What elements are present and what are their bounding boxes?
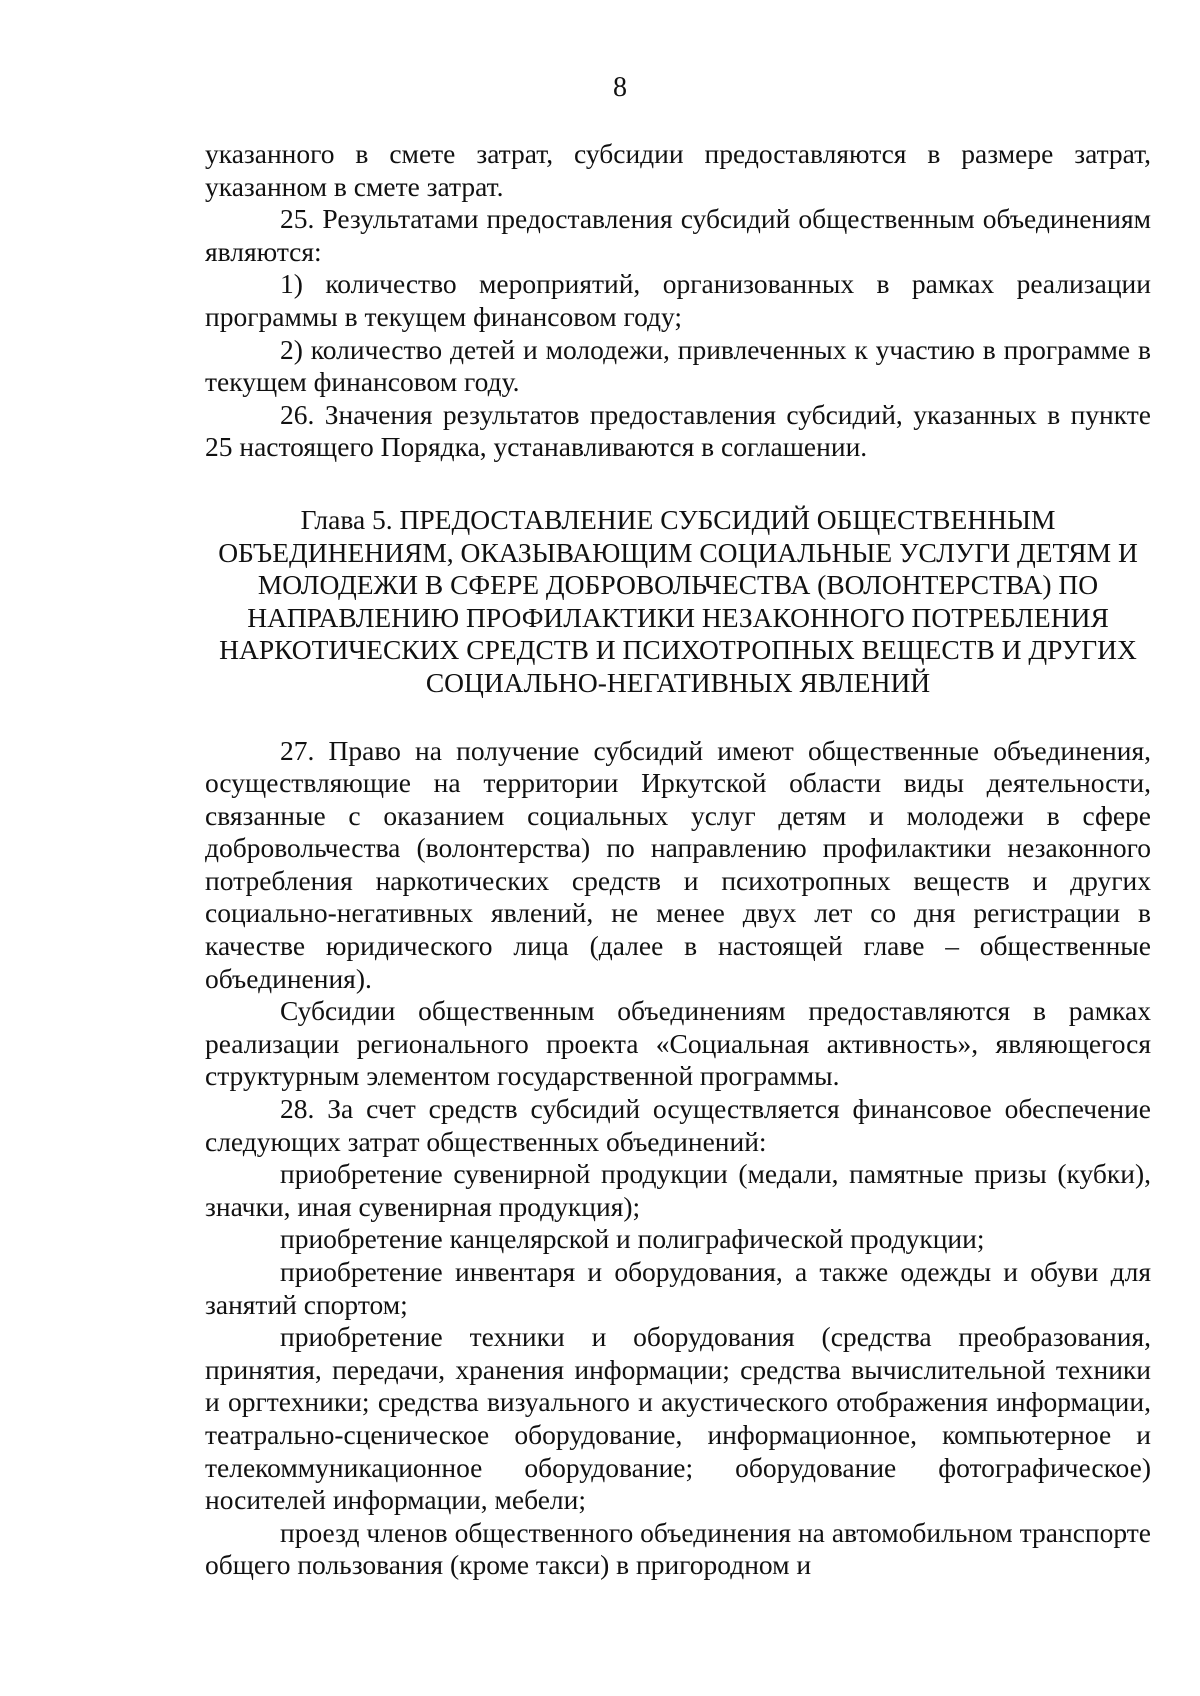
list-item-stationery: приобретение канцелярской и полиграфической продукции; [280,1223,985,1255]
document-body [205,138,1151,1582]
chapter-heading: Глава 5. ПРЕДОСТАВЛЕНИЕ СУБСИДИЙ ОБЩЕСТВЕННЫМ ОБЪЕДИНЕНИЯМ, ОКАЗЫВАЮЩИМ СОЦИАЛЬНЫЕ УСЛУГИ ДЕТЯМ И МОЛОДЕЖИ В СФЕРЕ ДОБРОВОЛЬЧЕСТВА (ВОЛОНТЕРСТВА) ПО НАПРАВЛЕНИЮ ПРОФИЛАКТИКИ НЕЗАКОННОГО ПОТРЕБЛЕНИЯ НАРКОТИЧЕСКИХ СРЕДСТВ И ПСИХОТРОПНЫХ ВЕЩЕСТВ И ДРУГИХ СОЦИАЛЬНО-НЕГАТИВНЫХ ЯВЛЕНИЙ [218,503,1138,698]
list-item-technology: приобретение техники и оборудования (средства преобразования, принятия, передачи, хранения информации; средства вычислительной техники и оргтехники; средства визуального и акустического отображения информации, театрально-сценическое оборудование, информационное, компьютерное и телекоммуникационное оборудование; оборудование фотографическое) носителей информации, мебели; [205,1321,1151,1516]
paragraph-item-25-1: 1) количество мероприятий, организованных в рамках реализации программы в текущем финансовом году; [205,268,1151,332]
paragraph-item-25-2: 2) количество детей и молодежи, привлеченных к участию в программе в текущем финансовом году. [205,333,1151,398]
list-item-souvenirs: приобретение сувенирной продукции (медали, памятные призы (кубки), значки, иная сувенирная продукция); [205,1158,1151,1222]
list-item-sports-equipment: приобретение инвентаря и оборудования, а также одежды и обуви для занятий спортом; [205,1256,1151,1320]
paragraph-item-26: 26. Значения результатов предоставления субсидий, указанных в пункте 25 настоящего Порядка, устанавливаются в соглашении. [205,398,1151,463]
paragraph-item-28: 28. За счет средств субсидий осуществляется финансовое обеспечение следующих затрат общественных объединений: [205,1093,1151,1157]
paragraph-continuation: указанного в смете затрат, субсидии предоставляются в размере затрат, указанном в смете затрат. [205,138,1151,202]
paragraph-subsidies-project: Субсидии общественным объединениям предоставляются в рамках реализации регионального проекта «Социальная активность», являющегося структурным элементом государственной программы. [205,995,1151,1092]
page-number: 8 [613,72,627,103]
paragraph-item-25: 25. Результатами предоставления субсидий общественным объединениям являются: [205,203,1151,267]
list-item-transport: проезд членов общественного объединения на автомобильном транспорте общего пользования (кроме такси) в пригородном и [205,1516,1151,1581]
paragraph-item-27: 27. Право на получение субсидий имеют общественные объединения, осуществляющие на территории Иркутской области виды деятельности, связанные с оказанием социальных услуг детям и молодежи в сфере добровольчества (волонтерства) по направлению профилактики незаконного потребления наркотических средств и психотропных веществ и других социально-негативных явлений, не менее двух лет со дня регистрации в качестве юридического лица (далее в настоящей главе – общественные объединения). [205,734,1151,994]
